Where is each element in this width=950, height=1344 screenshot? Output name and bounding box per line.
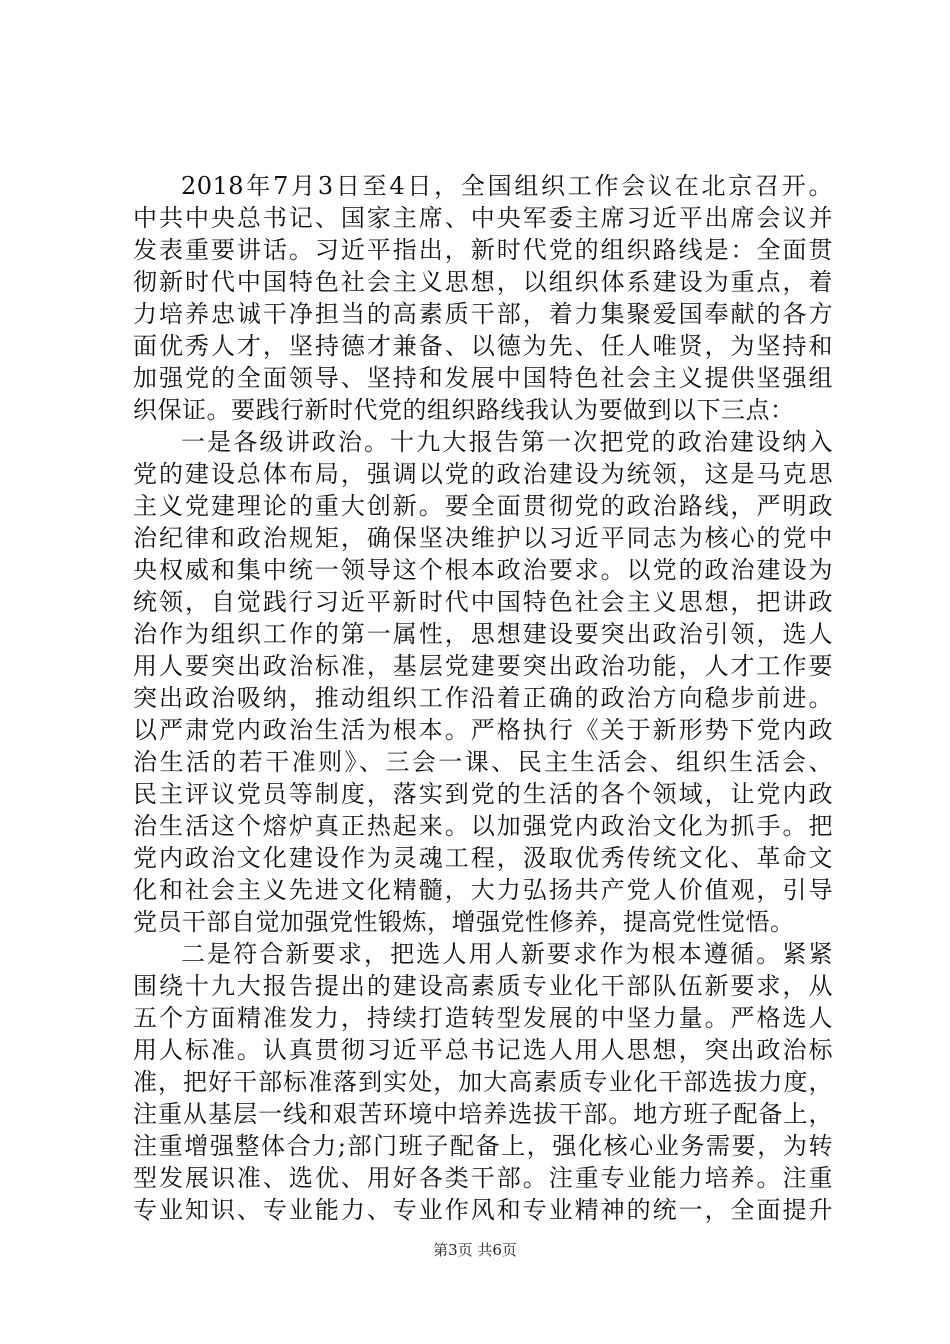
text-line: 彻新时代中国特色社会主义思想，以组织体系建设为重点，着 [133, 268, 833, 296]
document-body [133, 170, 833, 1226]
page-footer: 第3页 共6页 [433, 1241, 517, 1259]
text-line: 力培养忠诚干净担当的高素质干部，着力集聚爱国奉献的各方 [133, 300, 833, 328]
text-line: 党员干部自觉加强党性锻炼，增强党性修养，提高党性觉悟。 [133, 908, 795, 936]
text-line: 面优秀人才，坚持德才兼备、以德为先、任人唯贤，为坚持和 [133, 332, 833, 360]
text-line: 治作为组织工作的第一属性，思想建设要突出政治引领，选人 [133, 620, 833, 648]
text-line: 中共中央总书记、国家主席、中央军委主席习近平出席会议并 [133, 204, 833, 232]
text-line: 治纪律和政治规矩，确保坚决维护以习近平同志为核心的党中 [133, 524, 833, 552]
text-line: 党的建设总体布局，强调以党的政治建设为统领，这是马克思 [133, 460, 833, 488]
text-line: 注重增强整体合力;部门班子配备上，强化核心业务需要，为转 [133, 1132, 833, 1160]
text-line: 以严肃党内政治生活为根本。严格执行《关于新形势下党内政 [133, 716, 833, 744]
text-line: 化和社会主义先进文化精髓，大力弘扬共产党人价值观，引导 [133, 876, 833, 904]
text-line: 统领，自觉践行习近平新时代中国特色社会主义思想，把讲政 [133, 588, 833, 616]
text-line: 织保证。要践行新时代党的组织路线我认为要做到以下三点： [133, 396, 795, 424]
text-line: 党内政治文化建设作为灵魂工程，汲取优秀传统文化、革命文 [133, 844, 833, 872]
text-line: 发表重要讲话。习近平指出，新时代党的组织路线是：全面贯 [133, 236, 833, 264]
text-line: 加强党的全面领导、坚持和发展中国特色社会主义提供坚强组 [133, 364, 833, 392]
text-line: 治生活的若干准则》、三会一课、民主生活会、组织生活会、 [133, 748, 833, 776]
text-line: 围绕十九大报告提出的建设高素质专业化干部队伍新要求，从 [133, 972, 833, 1000]
text-line: 民主评议党员等制度，落实到党的生活的各个领域，让党内政 [133, 780, 833, 808]
text-line: 专业知识、专业能力、专业作风和专业精神的统一，全面提升 [133, 1196, 833, 1224]
text-line: 五个方面精准发力，持续打造转型发展的中坚力量。严格选人 [133, 1004, 833, 1032]
text-line: 型发展识准、选优、用好各类干部。注重专业能力培养。注重 [133, 1164, 833, 1192]
text-line: 治生活这个熔炉真正热起来。以加强党内政治文化为抓手。把 [133, 812, 833, 840]
text-line: 准，把好干部标准落到实处，加大高素质专业化干部选拔力度， [133, 1068, 833, 1096]
text-line: 注重从基层一线和艰苦环境中培养选拔干部。地方班子配备上， [133, 1100, 833, 1128]
text-line: 突出政治吸纳，推动组织工作沿着正确的政治方向稳步前进。 [133, 684, 833, 712]
text-line: 二是符合新要求，把选人用人新要求作为根本遵循。紧紧 [181, 940, 833, 968]
text-line: 用人标准。认真贯彻习近平总书记选人用人思想，突出政治标 [133, 1036, 833, 1064]
text-line: 用人要突出政治标准，基层党建要突出政治功能，人才工作要 [133, 652, 833, 680]
text-line: 主义党建理论的重大创新。要全面贯彻党的政治路线，严明政 [133, 492, 833, 520]
text-line: 一是各级讲政治。十九大报告第一次把党的政治建设纳入 [181, 428, 833, 456]
text-line: 央权威和集中统一领导这个根本政治要求。以党的政治建设为 [133, 556, 833, 584]
text-line: 2018年7月3日至4日，全国组织工作会议在北京召开。 [181, 172, 833, 200]
